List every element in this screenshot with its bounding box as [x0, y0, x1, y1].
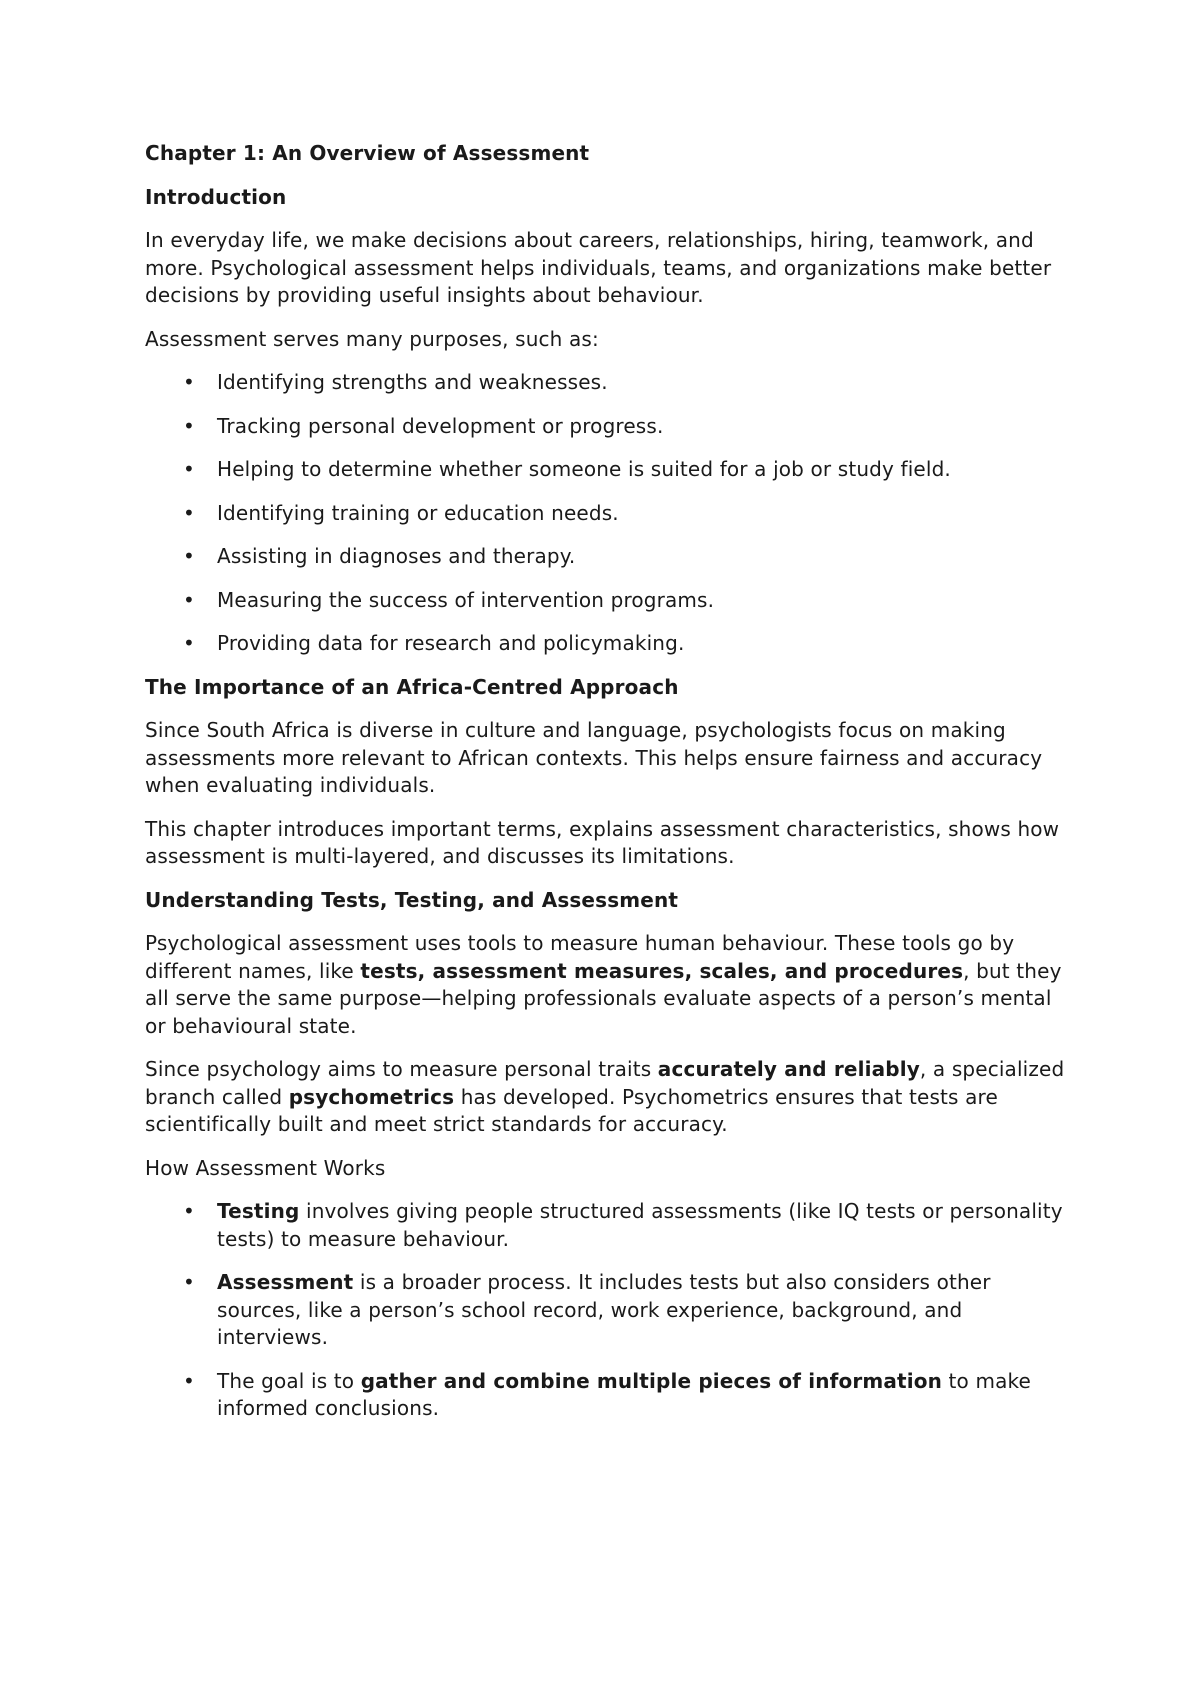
psychometrics-paragraph-text: Since psychology aims to measure personal traits [145, 1057, 658, 1081]
bullet-icon: • [183, 370, 195, 394]
list-item-text: is a broader process. It includes tests but also considers other sources, like a person’s school record, work experience, background, and interviews. [217, 1270, 991, 1349]
list-item [145, 413, 1065, 441]
list-item-text: Providing data for research and policymaking. [217, 631, 685, 655]
psychometrics-paragraph [145, 1056, 1065, 1139]
bullet-icon: • [183, 587, 195, 612]
list-item [145, 1269, 1065, 1352]
list-item [145, 1198, 1065, 1253]
bullet-icon: • [183, 1199, 195, 1223]
list-item [145, 369, 1065, 397]
bullet-icon: • [183, 457, 195, 481]
bullet-icon: • [183, 500, 195, 525]
list-item-text: Tracking personal development or progress. [217, 413, 664, 438]
document-page [145, 140, 1065, 1439]
list-item-bold: gather and combine multiple pieces of information [360, 1368, 943, 1393]
tests-paragraph-text: , but they all serve the same purpose—helping professionals evaluate aspects of a person’s mental or behavioural state. [145, 958, 1062, 1038]
psychometrics-paragraph-bold: psychometrics [288, 1084, 455, 1109]
section-heading-tests-testing-assessment: Understanding Tests, Testing, and Assessment [145, 887, 679, 912]
bullet-icon: • [183, 413, 195, 438]
list-item [145, 1368, 1065, 1423]
list-item-text: to make informed conclusions. [217, 1368, 1031, 1420]
tests-paragraph [145, 930, 1065, 1040]
how-assessment-works-heading: How Assessment Works [145, 1155, 386, 1180]
section-heading-introduction: Introduction [145, 184, 287, 209]
chapter-title: Chapter 1: An Overview of Assessment [145, 141, 590, 165]
list-item-bold: Testing [217, 1199, 300, 1223]
bullet-icon: • [183, 1368, 195, 1393]
intro-paragraph: In everyday life, we make decisions about careers, relationships, hiring, teamwork, and more. Psychological assessment helps individuals, teams, and organizations make better decisions by providing useful insights about behaviour. [145, 228, 1052, 307]
list-item [145, 543, 1065, 571]
bullet-icon: • [183, 1270, 195, 1294]
chapter-intro-paragraph: This chapter introduces important terms, explains assessment characteristics, shows how assessment is multi-layered, and discusses its limitations. [145, 816, 1060, 868]
list-item-text: Measuring the success of intervention programs. [217, 587, 715, 612]
list-item-text: The goal is to [217, 1368, 361, 1393]
purposes-lead-paragraph: Assessment serves many purposes, such as: [145, 326, 599, 351]
psychometrics-paragraph-text: has developed. Psychometrics ensures that tests are scientifically built and meet strict standards for accuracy. [145, 1084, 998, 1136]
list-item [145, 587, 1065, 615]
list-item-text: involves giving people structured assessments (like IQ tests or personality tests) to measure behaviour. [217, 1199, 1063, 1251]
tests-paragraph-bold: tests, assessment measures, scales, and procedures [360, 958, 964, 983]
list-item-text: Identifying strengths and weaknesses. [217, 370, 608, 394]
bullet-icon: • [183, 631, 195, 655]
africa-paragraph: Since South Africa is diverse in culture and language, psychologists focus on making assessments more relevant to African contexts. This helps ensure fairness and accuracy when evaluating individuals. [145, 718, 1043, 797]
list-item-bold: Assessment [217, 1270, 354, 1294]
list-item-text: Identifying training or education needs. [217, 500, 619, 525]
list-item-text: Assisting in diagnoses and therapy. [217, 544, 576, 568]
purposes-list [145, 369, 1065, 658]
list-item [145, 500, 1065, 528]
psychometrics-paragraph-bold: accurately and reliably [657, 1057, 920, 1081]
bullet-icon: • [183, 544, 195, 568]
list-item [145, 456, 1065, 484]
list-item-text: Helping to determine whether someone is suited for a job or study field. [217, 457, 951, 481]
section-heading-africa-centred: The Importance of an Africa-Centred Approach [145, 674, 679, 699]
list-item [145, 630, 1065, 658]
how-assessment-works-list [145, 1198, 1065, 1423]
psychometrics-paragraph-text: , a specialized branch called [145, 1057, 1065, 1109]
tests-paragraph-text: Psychological assessment uses tools to measure human behaviour. These tools go by different names, like [145, 931, 1015, 983]
